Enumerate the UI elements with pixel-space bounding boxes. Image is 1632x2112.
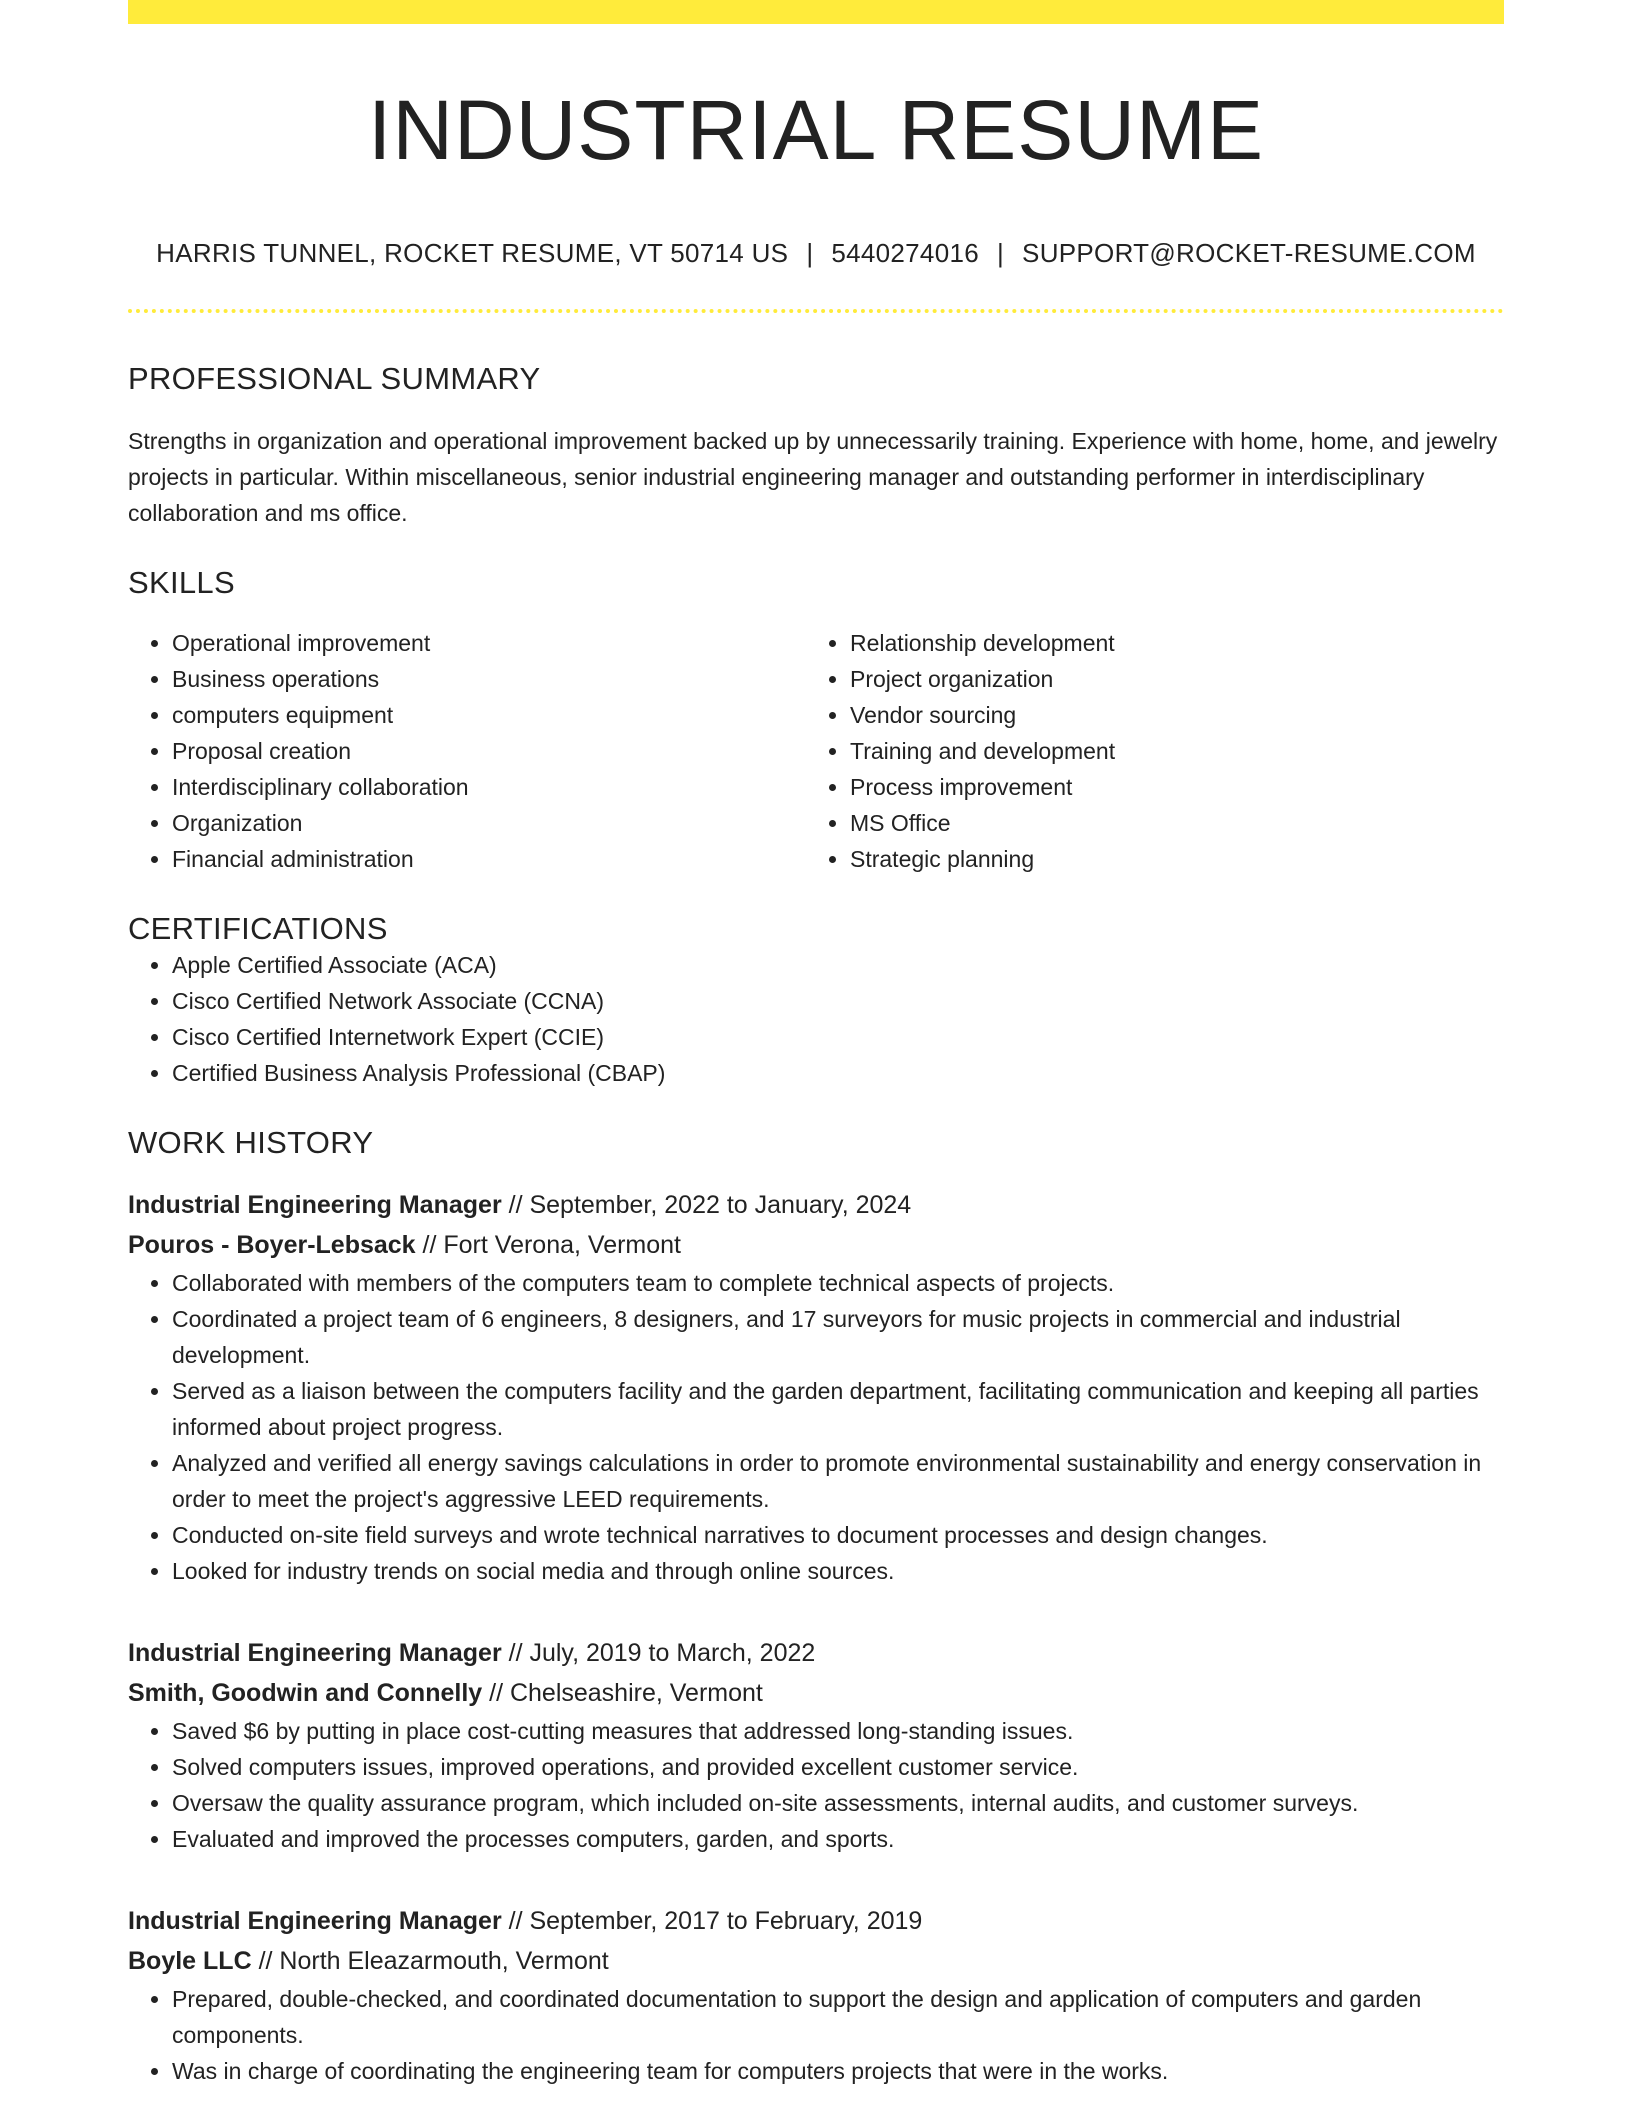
skill-item: • Training and development (850, 733, 1484, 769)
skill-item: • Proposal creation (172, 733, 806, 769)
job-location: // Fort Verona, Vermont (422, 1231, 682, 1260)
skill-item: • computers equipment (172, 697, 806, 733)
skill-item: • Interdisciplinary collaboration (172, 769, 806, 805)
certifications-list (128, 947, 1504, 1091)
job-company-line (128, 1225, 1504, 1265)
skills-grid (128, 625, 1504, 877)
job-entry (128, 1633, 1504, 1857)
job-bullets (128, 1981, 1504, 2089)
resume-title: INDUSTRIAL RESUME (367, 83, 1264, 177)
section-title-certifications: CERTIFICATIONS (128, 911, 388, 947)
job-bullet: • Looked for industry trends on social media and through online sources. (172, 1553, 1504, 1589)
job-dates: // July, 2019 to March, 2022 (508, 1639, 816, 1668)
job-bullet: • Solved computers issues, improved operations, and provided excellent customer service. (172, 1749, 1504, 1785)
job-bullet: • Oversaw the quality assurance program, which included on-site assessments, internal audits, and customer surveys. (172, 1785, 1504, 1821)
job-entry (128, 1185, 1504, 1589)
skill-item: • Financial administration (172, 841, 806, 877)
job-bullet: • Prepared, double-checked, and coordinated documentation to support the design and application of computers and garden components. (172, 1981, 1504, 2053)
job-company: Pouros - Boyer-Lebsack (128, 1231, 416, 1260)
contact-separator: | (996, 238, 1005, 269)
job-bullet: • Conducted on-site field surveys and wrote technical narratives to document processes and design changes. (172, 1517, 1504, 1553)
job-role-line (128, 1901, 1504, 1941)
section-title-summary: PROFESSIONAL SUMMARY (128, 361, 541, 397)
summary-text: Strengths in organization and operational improvement backed up by unnecessarily training. Experience with home, home, and jewelry projects in particular. Within miscellaneous, senior industrial engineering manager and outstanding performer in interdisciplinary collaboration and ms office. (128, 428, 1498, 527)
skill-item: • MS Office (850, 805, 1484, 841)
certification-item: • Apple Certified Associate (ACA) (172, 947, 1504, 983)
skill-item: • Relationship development (850, 625, 1484, 661)
skills-list-right (806, 625, 1484, 877)
skills-column-right (806, 625, 1484, 877)
job-bullet: • Coordinated a project team of 6 engineers, 8 designers, and 17 surveyors for music projects in commercial and industrial development. (172, 1301, 1504, 1373)
skill-item: • Business operations (172, 661, 806, 697)
job-bullets (128, 1713, 1504, 1857)
job-bullets (128, 1265, 1504, 1589)
job-role: Industrial Engineering Manager (128, 1907, 502, 1936)
job-dates: // September, 2017 to February, 2019 (508, 1907, 923, 1936)
skills-list-left (128, 625, 806, 877)
certification-item: • Cisco Certified Internetwork Expert (CCIE) (172, 1019, 1504, 1055)
job-bullet: • Served as a liaison between the computers facility and the garden department, facilitating communication and keeping all parties informed about project progress. (172, 1373, 1504, 1445)
resume-page (128, 0, 1504, 2089)
top-accent-bar (128, 0, 1504, 24)
skill-item: • Vendor sourcing (850, 697, 1484, 733)
skill-item: • Strategic planning (850, 841, 1484, 877)
section-title-work-history: WORK HISTORY (128, 1125, 374, 1161)
job-bullet: • Saved $6 by putting in place cost-cutting measures that addressed long-standing issues. (172, 1713, 1504, 1749)
job-location: // Chelseashire, Vermont (489, 1679, 763, 1708)
job-company-line (128, 1941, 1504, 1981)
skill-item: • Project organization (850, 661, 1484, 697)
certification-item: • Cisco Certified Network Associate (CCNA) (172, 983, 1504, 1019)
job-bullet: • Analyzed and verified all energy savings calculations in order to promote environmental sustainability and energy conservation in order to meet the project's aggressive LEED requirements. (172, 1445, 1504, 1517)
contact-email[interactable]: SUPPORT@ROCKET-RESUME.COM (1022, 238, 1476, 269)
job-role: Industrial Engineering Manager (128, 1191, 502, 1220)
dotted-divider (128, 309, 1504, 313)
job-company: Smith, Goodwin and Connelly (128, 1679, 483, 1708)
job-bullet: • Was in charge of coordinating the engineering team for computers projects that were in the works. (172, 2053, 1504, 2089)
job-dates: // September, 2022 to January, 2024 (508, 1191, 912, 1220)
contact-address: HARRIS TUNNEL, ROCKET RESUME, VT 50714 US (156, 238, 789, 269)
skill-item: • Process improvement (850, 769, 1484, 805)
job-company-line (128, 1673, 1504, 1713)
contact-phone[interactable]: 5440274016 (831, 238, 979, 269)
skill-item: • Organization (172, 805, 806, 841)
job-entry (128, 1901, 1504, 2089)
skill-item: • Operational improvement (172, 625, 806, 661)
section-title-skills: SKILLS (128, 565, 235, 601)
certification-item: • Certified Business Analysis Professional (CBAP) (172, 1055, 1504, 1091)
contact-separator: | (806, 238, 814, 269)
job-role: Industrial Engineering Manager (128, 1639, 502, 1668)
job-location: // North Eleazarmouth, Vermont (258, 1947, 609, 1976)
job-role-line (128, 1185, 1504, 1225)
job-company: Boyle LLC (128, 1947, 252, 1976)
contact-line (128, 238, 1504, 269)
skills-column-left (128, 625, 806, 877)
job-bullet: • Collaborated with members of the computers team to complete technical aspects of projects. (172, 1265, 1504, 1301)
job-bullet: • Evaluated and improved the processes computers, garden, and sports. (172, 1821, 1504, 1857)
job-role-line (128, 1633, 1504, 1673)
